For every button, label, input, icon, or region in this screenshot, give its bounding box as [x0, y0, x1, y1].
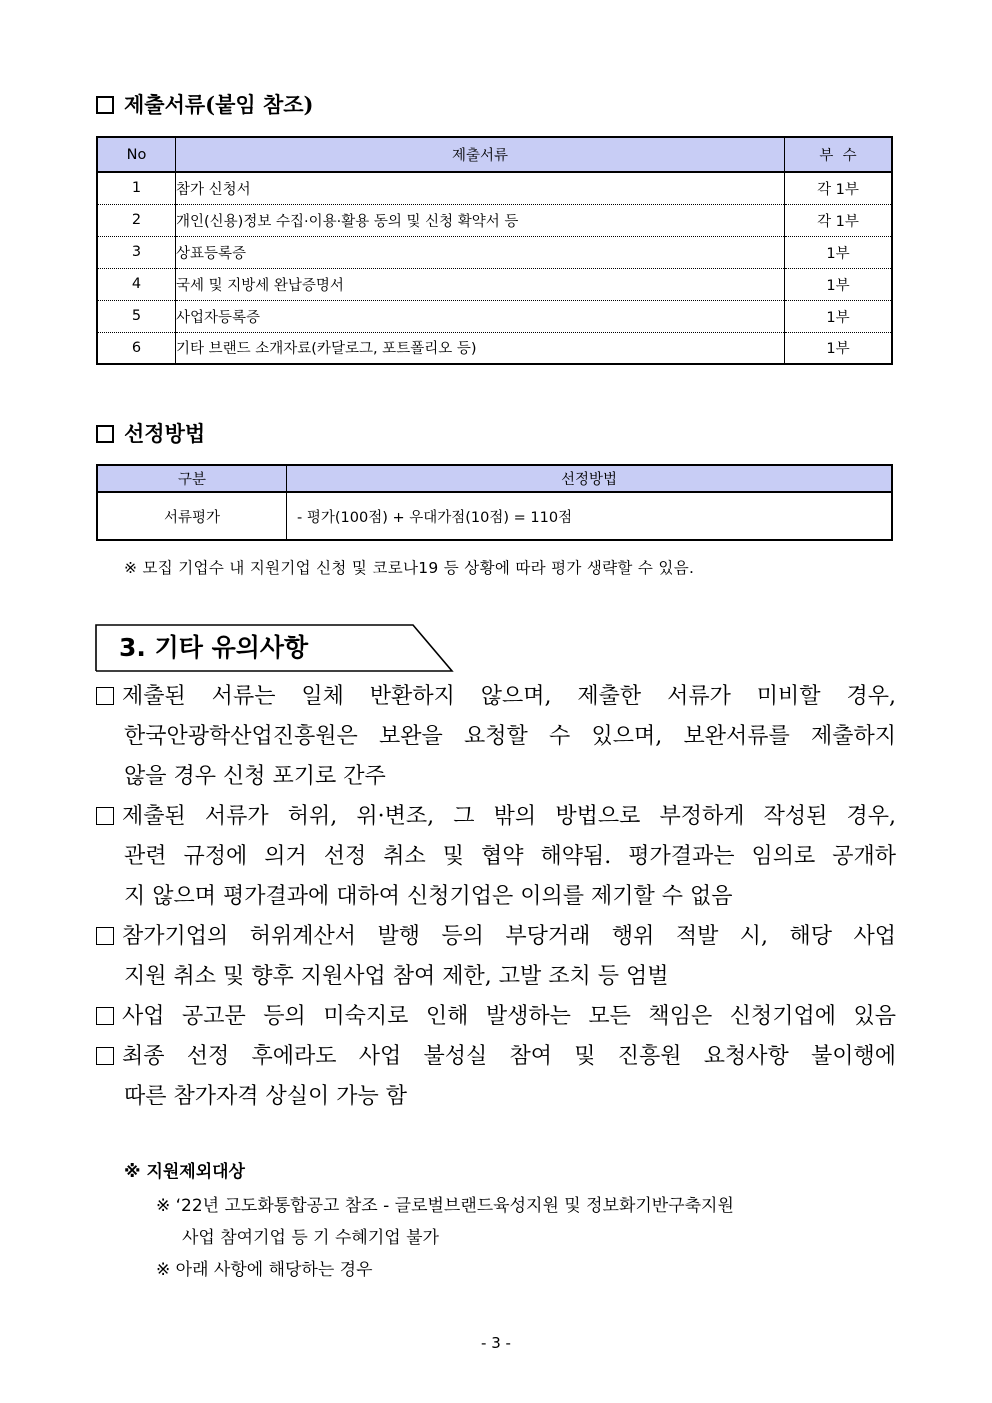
table-row: 2 개인(신용)정보 수집·이용·활용 동의 및 신청 확약서 등 각 1부 [97, 204, 892, 236]
page-number: - 3 - [481, 1334, 511, 1352]
notice-item-4: 사업 공고문 등의 미숙지로 인해 발생하는 모든 책임은 신청기업에 있음 [96, 997, 896, 1037]
notice-item-3: 참가기업의 허위계산서 발행 등의 부당거래 행위 적발 시, 해당 사업 지원 취소 및 향후 지원사업 참여 제한, 고발 조치 등 엄벌 [96, 917, 896, 997]
exclusion-line-2: ※ 아래 사항에 해당하는 경우 [156, 1260, 373, 1280]
table-row: 6 기타 브랜드 소개자료(카달로그, 포트폴리오 등) 1부 [97, 332, 892, 364]
checkbox-square-icon [96, 96, 114, 114]
checkbox-square-icon [96, 927, 114, 945]
col-header-type: 구분 [97, 465, 287, 492]
table-row: 4 국세 및 지방세 완납증명서 1부 [97, 268, 892, 300]
checkbox-square-icon [96, 687, 114, 705]
docs-heading: 제출서류(붙임 참조) [96, 90, 313, 120]
notice-item-2: 제출된 서류가 허위, 위·변조, 그 밖의 방법으로 부정하게 작성된 경우, 관련 규정에 의거 선정 취소 및 협약 해약됨. 평가결과는 임의로 공개하 지 않으며 평가결과에 대하여 신청기업은 이의를 제기할 수 없음 [96, 797, 896, 917]
table-row: 3 상표등록증 1부 [97, 236, 892, 268]
selection-heading: 선정방법 [96, 419, 205, 449]
exclusion-heading: ※ 지원제외대상 [124, 1162, 245, 1182]
checkbox-square-icon [96, 807, 114, 825]
checkbox-square-icon [96, 1007, 114, 1025]
notice-item-1: 제출된 서류는 일체 반환하지 않으며, 제출한 서류가 미비할 경우, 한국안광학산업진흥원은 보완을 요청할 수 있으며, 보완서류를 제출하지 않을 경우 신청 포기로 간주 [96, 677, 896, 797]
section-title-tab [95, 624, 455, 672]
selection-table [96, 464, 893, 541]
table-row: 5 사업자등록증 1부 [97, 300, 892, 332]
docs-table [96, 136, 893, 365]
col-header-method: 선정방법 [287, 465, 893, 492]
table-row: 1 참가 신청서 각 1부 [97, 172, 892, 204]
selection-note: ※ 모집 기업수 내 지원기업 신청 및 코로나19 등 상황에 따라 평가 생략할 수 있음. [124, 559, 695, 577]
notice-item-5: 최종 선정 후에라도 사업 불성실 참여 및 진흥원 요청사항 불이행에 따른 참가자격 상실이 가능 함 [96, 1037, 896, 1117]
table-row: 서류평가 - 평가(100점) + 우대가점(10점) = 110점 [97, 492, 892, 540]
col-header-no: No [97, 137, 176, 172]
checkbox-square-icon [96, 425, 114, 443]
exclusion-line-1a: ※ ‘22년 고도화통합공고 참조 - 글로벌브랜드육성지원 및 정보화기반구축지원 [156, 1196, 734, 1216]
col-header-count: 부 수 [785, 137, 893, 172]
checkbox-square-icon [96, 1047, 114, 1065]
section-title: 3. 기타 유의사항 [119, 633, 309, 662]
col-header-doc: 제출서류 [176, 137, 785, 172]
exclusion-line-1b: 사업 참여기업 등 기 수혜기업 불가 [182, 1228, 439, 1248]
